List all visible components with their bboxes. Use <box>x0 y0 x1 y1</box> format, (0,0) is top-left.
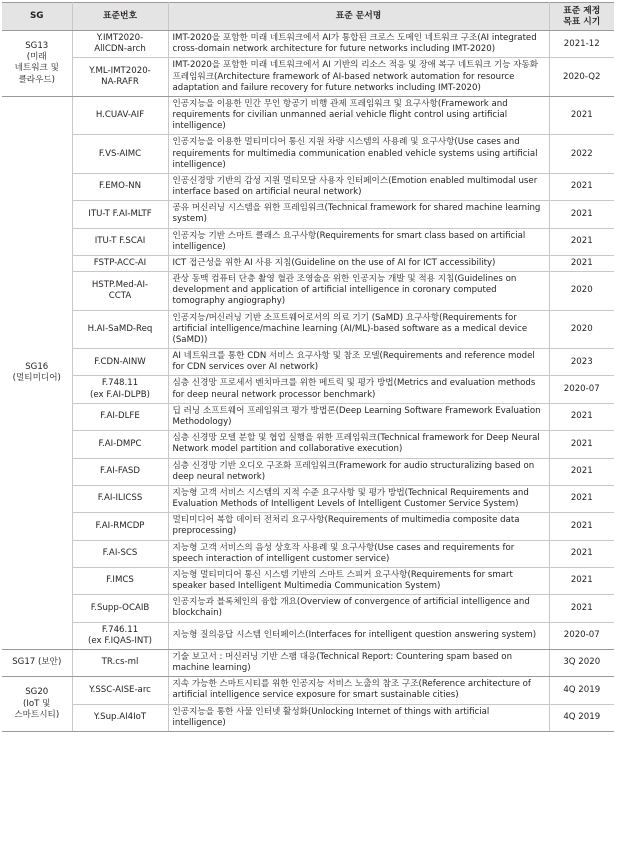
table-row <box>2 485 614 512</box>
target-date-cell: 2021 <box>549 173 614 200</box>
study-group-cell: SG20 (IoT 및 스마트시티) <box>2 677 72 732</box>
study-group-cell: SG13 (미래 네트워크 및 클라우드) <box>2 31 72 97</box>
standard-code-cell: F.746.11 (ex F.IQAS-INT) <box>72 622 168 649</box>
standard-code-cell: TR.cs-ml <box>72 649 168 676</box>
standard-title-cell: 지능형 고객 서비스의 음성 상호작 사용례 및 요구사항(Use cases and requirements for speech interaction of intelligent customer service) <box>168 540 549 567</box>
standard-code-cell: F.AI-DMPC <box>72 431 168 458</box>
target-date-cell: 2021 <box>549 228 614 255</box>
table-row <box>2 272 614 311</box>
standard-code-cell: F.EMO-NN <box>72 173 168 200</box>
standard-title-cell: ICT 접근성을 위한 AI 사용 지침(Guideline on the use of AI for ICT accessibility) <box>168 255 549 271</box>
target-date-cell: 2020-Q2 <box>549 58 614 97</box>
target-date-cell: 2021-12 <box>549 31 614 58</box>
standard-title-cell: 심층 신경망 기반 오디오 구조화 프레임워크(Framework for audio structuralizing based on deep neural network) <box>168 458 549 485</box>
table-row <box>2 458 614 485</box>
target-date-cell: 2021 <box>549 201 614 228</box>
table-row <box>2 649 614 676</box>
standard-code-cell: F.VS-AIMC <box>72 135 168 174</box>
standard-code-cell: F.IMCS <box>72 567 168 594</box>
standard-title-cell: 인공지능을 통한 사물 인터넷 활성화(Unlocking Internet of things with artificial intelligence) <box>168 704 549 731</box>
table-row <box>2 173 614 200</box>
standard-title-cell: 딥 러닝 소프트웨어 프레임워크 평가 방법론(Deep Learning Software Framework Evaluation Methodology) <box>168 403 549 430</box>
table-row <box>2 228 614 255</box>
standard-code-cell: H.CUAV-AIF <box>72 96 168 135</box>
header-code: 표준번호 <box>72 3 168 31</box>
standard-title-cell: 지능형 고객 서비스 시스템의 지적 수준 요구사항 및 평가 방법(Technical Requirements and Evaluation Methods of Intelligent Levels of Intelligent Customer Service System) <box>168 485 549 512</box>
target-date-cell: 2021 <box>549 403 614 430</box>
standard-code-cell: F.AI-SCS <box>72 540 168 567</box>
target-date-cell: 3Q 2020 <box>549 649 614 676</box>
standard-title-cell: 인공지능을 이용한 민간 무인 항공기 비행 관제 프레임워크 및 요구사항(Framework and requirements for civilian unmanned aerial vehicle flight control using artificial intelligence) <box>168 96 549 135</box>
standard-code-cell: FSTP-ACC-AI <box>72 255 168 271</box>
standard-code-cell: F.AI-DLFE <box>72 403 168 430</box>
header-date: 표준 제정 목표 시기 <box>549 3 614 31</box>
study-group-cell: SG17 (보안) <box>2 649 72 676</box>
target-date-cell: 2021 <box>549 595 614 622</box>
header-sg: SG <box>2 3 72 31</box>
table-row <box>2 677 614 704</box>
target-date-cell: 2021 <box>549 96 614 135</box>
standard-title-cell: 지속 가능한 스마트시티를 위한 인공지능 서비스 노출의 참조 구조(Reference architecture of artificial intelligence service exposure for smart sustainable cities) <box>168 677 549 704</box>
standard-code-cell: F.Supp-OCAIB <box>72 595 168 622</box>
standard-title-cell: 멀티미디어 복합 데이터 전처리 요구사항(Requirements of multimedia composite data preprocessing) <box>168 513 549 540</box>
standard-title-cell: 인공신경망 기반의 감성 지원 멀티모달 사용자 인터페이스(Emotion enabled multimodal user interface based on artificial neural network) <box>168 173 549 200</box>
standard-code-cell: HSTP.Med-AI- CCTA <box>72 272 168 311</box>
standard-title-cell: 심층 신경망 프로세서 벤치마크를 위한 메트릭 및 평가 방법(Metrics and evaluation methods for deep neural network processor benchmark) <box>168 376 549 403</box>
target-date-cell: 2021 <box>549 431 614 458</box>
table-header-row <box>2 3 614 31</box>
standard-code-cell: ITU-T F.SCAI <box>72 228 168 255</box>
standard-title-cell: 인공지능과 블록체인의 융합 개요(Overview of convergence of artificial intelligence and blockchain) <box>168 595 549 622</box>
table-row <box>2 540 614 567</box>
table-row <box>2 595 614 622</box>
standard-title-cell: 인공지능/머신러닝 기반 소프트웨어로서의 의료 기기 (SaMD) 요구사항(Requirements for artificial intelligence/machine learning (AI/ML)-based software as a medical device (SaMD)) <box>168 310 549 349</box>
standard-title-cell: IMT-2020을 포함한 미래 네트워크에서 AI 기반의 리소스 적응 및 장애 복구 네트워크 기능 자동화 프레임워크(Architecture framework of AI-based network automation for resource adaptation and failure recovery for future networks including IMT-2020) <box>168 58 549 97</box>
standard-title-cell: 지능형 질의응답 시스템 인터페이스(Interfaces for intelligent question answering system) <box>168 622 549 649</box>
study-group-cell: SG16 (멀티미디어) <box>2 96 72 649</box>
target-date-cell: 2022 <box>549 135 614 174</box>
table-row <box>2 513 614 540</box>
standard-code-cell: F.748.11 (ex F.AI-DLPB) <box>72 376 168 403</box>
standard-title-cell: 공유 머신러닝 시스템을 위한 프레임워크(Technical framework for shared machine learning system) <box>168 201 549 228</box>
standard-code-cell: Y.SSC-AISE-arc <box>72 677 168 704</box>
table-body <box>2 31 614 732</box>
table-row <box>2 310 614 349</box>
target-date-cell: 2020-07 <box>549 376 614 403</box>
standard-code-cell: F.AI-FASD <box>72 458 168 485</box>
table-row <box>2 31 614 58</box>
standard-code-cell: F.AI-RMCDP <box>72 513 168 540</box>
table-row <box>2 431 614 458</box>
standard-title-cell: 지능형 멀티미디어 통신 시스템 기반의 스마트 스피커 요구사항(Requirements for smart speaker based Intelligent Multimedia Communication System) <box>168 567 549 594</box>
standard-code-cell: F.AI-ILICSS <box>72 485 168 512</box>
standard-title-cell: IMT-2020을 포함한 미래 네트워크에서 AI가 통합된 크로스 도메인 네트워크 구조(AI integrated cross-domain network architecture for future networks including IMT-2020) <box>168 31 549 58</box>
standard-title-cell: 기술 보고서 : 머신러닝 기반 스팸 대응(Technical Report: Countering spam based on machine learning) <box>168 649 549 676</box>
standard-title-cell: AI 네트워크를 통한 CDN 서비스 요구사항 및 참조 모델(Requirements and reference model for CDN services over AI network) <box>168 349 549 376</box>
standard-title-cell: 심층 신경망 모델 분할 및 협업 실행을 위한 프레임워크(Technical framework for Deep Neural Network model partition and collaborative execution) <box>168 431 549 458</box>
target-date-cell: 2021 <box>549 255 614 271</box>
table-row <box>2 58 614 97</box>
target-date-cell: 2023 <box>549 349 614 376</box>
table-row <box>2 255 614 271</box>
table-row <box>2 135 614 174</box>
target-date-cell: 2020 <box>549 310 614 349</box>
target-date-cell: 4Q 2019 <box>549 704 614 731</box>
standard-title-cell: 인공지능 기반 스마트 클래스 요구사항(Requirements for smart class based on artificial intelligence) <box>168 228 549 255</box>
header-title: 표준 문서명 <box>168 3 549 31</box>
target-date-cell: 2021 <box>549 540 614 567</box>
table-row <box>2 704 614 731</box>
target-date-cell: 2021 <box>549 567 614 594</box>
table-row <box>2 349 614 376</box>
table-row <box>2 376 614 403</box>
standard-code-cell: Y.ML-IMT2020- NA-RAFR <box>72 58 168 97</box>
target-date-cell: 2021 <box>549 513 614 540</box>
table-row <box>2 96 614 135</box>
standard-code-cell: Y.IMT2020- AllCDN-arch <box>72 31 168 58</box>
target-date-cell: 2020 <box>549 272 614 311</box>
target-date-cell: 2021 <box>549 485 614 512</box>
standard-code-cell: F.CDN-AINW <box>72 349 168 376</box>
standards-table <box>2 2 614 732</box>
table-row <box>2 567 614 594</box>
standard-code-cell: Y.Sup.AI4IoT <box>72 704 168 731</box>
standard-title-cell: 관상 동맥 컴퓨터 단층 촬영 혈관 조영술을 위한 인공지능 개발 및 적용 지침(Guidelines on development and application of artificial intelligence in coronary computed tomography angiography) <box>168 272 549 311</box>
standard-code-cell: ITU-T F.AI-MLTF <box>72 201 168 228</box>
standard-code-cell: H.AI-SaMD-Req <box>72 310 168 349</box>
target-date-cell: 4Q 2019 <box>549 677 614 704</box>
target-date-cell: 2020-07 <box>549 622 614 649</box>
target-date-cell: 2021 <box>549 458 614 485</box>
standard-title-cell: 인공지능을 이용한 멀티미디어 통신 지원 차량 시스템의 사용례 및 요구사항(Use cases and requirements for multimedia communication enabled vehicle systems using artificial intelligence) <box>168 135 549 174</box>
table-row <box>2 403 614 430</box>
table-row <box>2 622 614 649</box>
table-row <box>2 201 614 228</box>
